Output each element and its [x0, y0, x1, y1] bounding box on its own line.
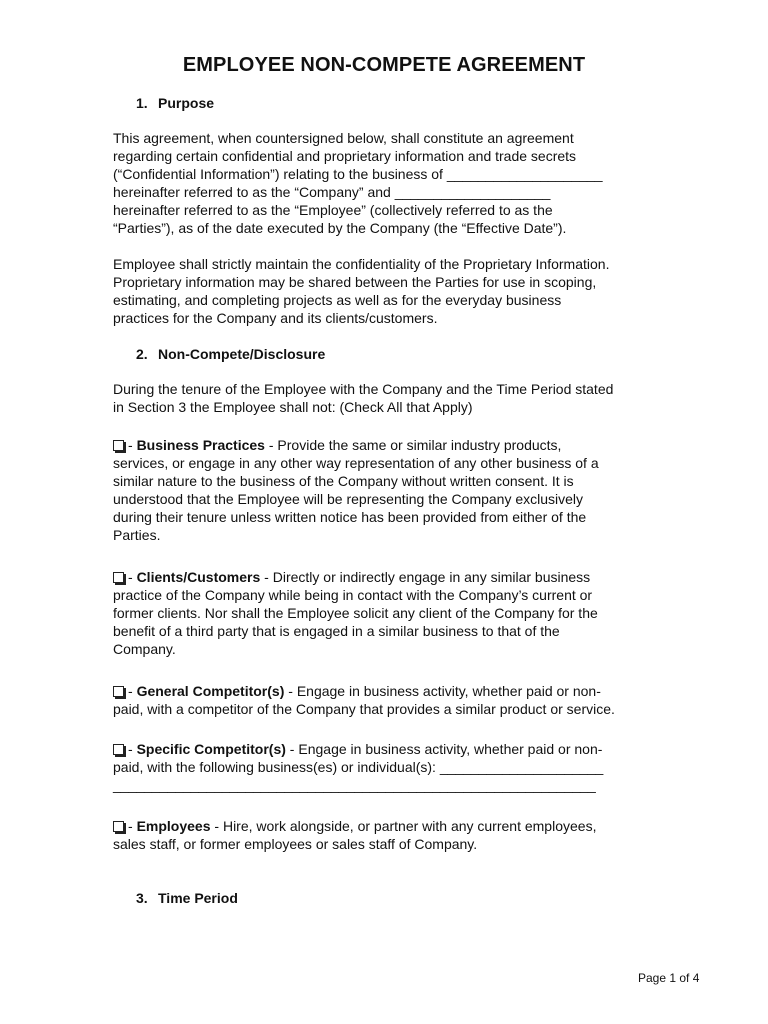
- text-line: similar nature to the business of the Company without written consent. It is: [113, 473, 574, 489]
- text-line: Proprietary information may be shared between the Parties for use in scoping,: [113, 274, 597, 290]
- text-line: During the tenure of the Employee with the Company and the Time Period stated: [113, 381, 614, 397]
- text-line: (“Confidential Information”) relating to the business of ____________________: [113, 166, 603, 182]
- text-line: Engage in business activity, whether paid or non-: [298, 741, 603, 757]
- text-line: regarding certain confidential and proprietary information and trade secrets: [113, 148, 577, 164]
- text-line: services, or engage in any other way representation of any other business of a: [113, 455, 599, 471]
- option-specific-competitors: - Specific Competitor(s) - Engage in business activity, whether paid or non- paid, with the following business(es) or individual(s): _____________________ ______________________________________________________________: [113, 740, 658, 794]
- section-title: Time Period: [158, 890, 238, 906]
- section-heading-time-period: [136, 890, 238, 906]
- text-line: Provide the same or similar industry products,: [277, 437, 562, 453]
- option-title: Employees: [136, 818, 211, 834]
- text-line: paid, with a competitor of the Company that provides a similar product or service.: [113, 701, 615, 717]
- text-line: This agreement, when countersigned below, shall constitute an agreement: [113, 130, 574, 146]
- section-number: 3.: [136, 890, 148, 906]
- text-line: understood that the Employee will be representing the Company exclusively: [113, 491, 584, 507]
- document-title: EMPLOYEE NON-COMPETE AGREEMENT: [182, 54, 586, 76]
- option-clients-customers: - Clients/Customers - Directly or indirectly engage in any similar business practice of the Company while being in contact with the Company’s current or former clients. Nor shall the Employee solicit any client of the Company for the benefit of a third party that is engaged in a similar business to that of the Company.: [113, 568, 658, 658]
- non-compete-intro: [113, 380, 658, 416]
- checkbox-icon[interactable]: [113, 744, 124, 755]
- text-line: Parties.: [113, 527, 161, 543]
- section-number: 1.: [136, 95, 148, 111]
- text-line: former clients. Nor shall the Employee solicit any client of the Company for the: [113, 605, 598, 621]
- purpose-paragraph-1: [113, 129, 658, 237]
- text-line: in Section 3 the Employee shall not: (Check All that Apply): [113, 399, 473, 415]
- section-heading-purpose: [136, 95, 214, 111]
- option-title: Specific Competitor(s): [136, 741, 286, 757]
- text-line: estimating, and completing projects as well as for the everyday business: [113, 292, 562, 308]
- section-heading-non-compete: [136, 346, 325, 362]
- text-line: benefit of a third party that is engaged in a similar business to that of the: [113, 623, 560, 639]
- text-line: ______________________________________________________________: [113, 777, 596, 793]
- checkbox-icon[interactable]: [113, 440, 124, 451]
- text-line: Engage in business activity, whether paid or non-: [296, 683, 601, 699]
- section-title: Non-Compete/Disclosure: [158, 346, 326, 362]
- option-general-competitors: - General Competitor(s) - Engage in business activity, whether paid or non- paid, with a competitor of the Company that provides a similar product or service.: [113, 682, 658, 718]
- option-title: Business Practices: [136, 437, 265, 453]
- text-line: sales staff, or former employees or sales staff of Company.: [113, 836, 478, 852]
- purpose-paragraph-2: [113, 255, 658, 327]
- checkbox-icon[interactable]: [113, 572, 124, 583]
- section-title: Purpose: [158, 95, 215, 111]
- checkbox-icon[interactable]: [113, 821, 124, 832]
- text-line: practices for the Company and its clients/customers.: [113, 310, 438, 326]
- text-line: Employee shall strictly maintain the confidentiality of the Proprietary Information.: [113, 256, 610, 272]
- text-line: during their tenure unless written notice has been provided from either of the: [113, 509, 587, 525]
- text-line: Directly or indirectly engage in any similar business: [272, 569, 591, 585]
- option-title: General Competitor(s): [136, 683, 285, 699]
- text-line: hereinafter referred to as the “Employee” (collectively referred to as the: [113, 202, 553, 218]
- page-number: Page 1 of 4: [638, 971, 700, 985]
- text-line: paid, with the following business(es) or individual(s): _____________________: [113, 759, 604, 775]
- text-line: practice of the Company while being in contact with the Company’s current or: [113, 587, 593, 603]
- text-line: Company.: [113, 641, 176, 657]
- option-employees: - Employees - Hire, work alongside, or partner with any current employees, sales staff, or former employees or sales staff of Company.: [113, 817, 658, 853]
- section-number: 2.: [136, 346, 148, 362]
- checkbox-icon[interactable]: [113, 686, 124, 697]
- option-title: Clients/Customers: [136, 569, 261, 585]
- text-line: “Parties”), as of the date executed by the Company (the “Effective Date”).: [113, 220, 567, 236]
- option-business-practices: - Business Practices - Provide the same or similar industry products, services, or engage in any other way representation of any other business of a similar nature to the business of the Company without written consent. It is understood that the Employee will be representing the Company exclusively during their tenure unless written notice has been provided from either of the Parties.: [113, 436, 658, 544]
- text-line: hereinafter referred to as the “Company” and ____________________: [113, 184, 551, 200]
- text-line: Hire, work alongside, or partner with any current employees,: [222, 818, 597, 834]
